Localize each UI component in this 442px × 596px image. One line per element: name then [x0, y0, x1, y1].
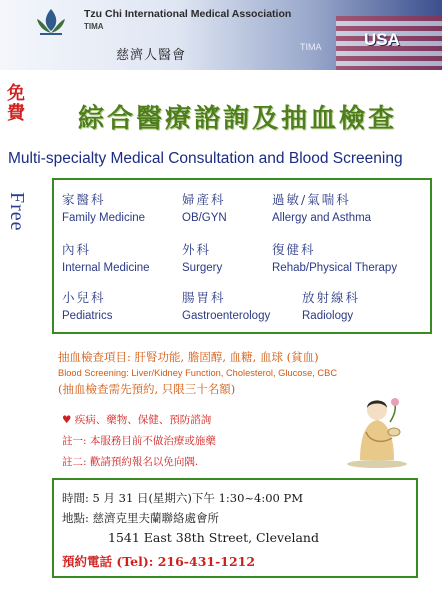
- specialty-item: [182, 288, 270, 322]
- specialty-zh: 內科: [62, 242, 92, 257]
- blood-screening-en: Blood Screening: Liver/Kidney Function, Cholesterol, Glucose, CBC: [58, 368, 338, 378]
- org-abbr: TIMA: [84, 22, 104, 31]
- specialty-item: [302, 288, 360, 322]
- specialty-zh: 腸胃科: [182, 290, 226, 305]
- specialty-en: Gastroenterology: [182, 310, 271, 322]
- free-label-zh: 免費: [7, 83, 25, 124]
- blood-screening-note: (抽血檢查需先預約, 只限三十名額): [58, 382, 236, 396]
- page-title-en: Multi-specialty Medical Consultation and Blood Screening: [8, 150, 403, 167]
- specialty-zh: 復健科: [272, 242, 316, 257]
- specialty-en: Pediatrics: [62, 310, 113, 322]
- event-place: 地點: 慈濟克里夫蘭聯絡處會所: [62, 511, 220, 525]
- specialty-item: [62, 240, 150, 274]
- banner-ghost-text: TIMA: [300, 42, 322, 52]
- org-name-zh: 慈濟人醫會: [116, 48, 187, 63]
- specialty-item: [272, 240, 397, 274]
- specialty-zh: 婦產科: [182, 192, 226, 207]
- specialty-item: [272, 190, 371, 224]
- specialty-en: Surgery: [182, 262, 223, 274]
- specialty-item: [62, 288, 113, 322]
- specialty-zh: 家醫科: [62, 192, 106, 207]
- kneeling-figure-illustration: [342, 382, 412, 470]
- services-text: 疾病、藥物、保健、預防諮詢: [74, 414, 212, 426]
- heart-icon: ♥: [62, 414, 75, 426]
- services-line: [62, 412, 342, 427]
- country-badge: USA: [364, 30, 400, 49]
- specialty-zh: 過敏/氣喘科: [272, 192, 351, 207]
- specialty-en: Internal Medicine: [62, 262, 150, 274]
- specialty-en: OB/GYN: [182, 212, 227, 224]
- org-name-en: Tzu Chi International Medical Association: [84, 8, 292, 20]
- event-phone[interactable]: 預約電話 (Tel): 216-431-1212: [62, 554, 256, 569]
- specialty-zh: 放射線科: [302, 290, 361, 305]
- header-banner: [0, 0, 442, 70]
- specialties-box: [52, 178, 432, 334]
- note-2: 註二: 歡請預約報名以免向隅.: [62, 456, 199, 468]
- page-title-zh: 綜合醫療諮詢及抽血檢查: [78, 104, 398, 134]
- specialty-en: Rehab/Physical Therapy: [272, 262, 398, 274]
- note-1: 註一: 本服務目前不做治療或施藥: [62, 435, 216, 447]
- specialty-en: Family Medicine: [62, 212, 146, 224]
- event-address: 1541 East 38th Street, Cleveland: [108, 530, 319, 545]
- tzu-chi-logo-icon: [34, 7, 68, 37]
- specialty-zh: 小兒科: [62, 290, 106, 305]
- free-label-en: Free: [6, 192, 28, 232]
- specialty-item: [62, 190, 145, 224]
- specialty-item: [182, 190, 227, 224]
- specialty-en: Allergy and Asthma: [272, 212, 372, 224]
- event-time: 時間: 5 月 31 日(星期六)下午 1:30~4:00 PM: [62, 491, 304, 505]
- event-info-box: [52, 478, 418, 578]
- specialty-item: [182, 240, 222, 274]
- specialty-zh: 外科: [182, 242, 212, 257]
- notes-section: [62, 412, 342, 475]
- specialty-en: Radiology: [302, 310, 354, 322]
- blood-screening-zh: 抽血檢查項目: 肝腎功能, 膽固醇, 血糖, 血球 (貧血): [58, 350, 319, 364]
